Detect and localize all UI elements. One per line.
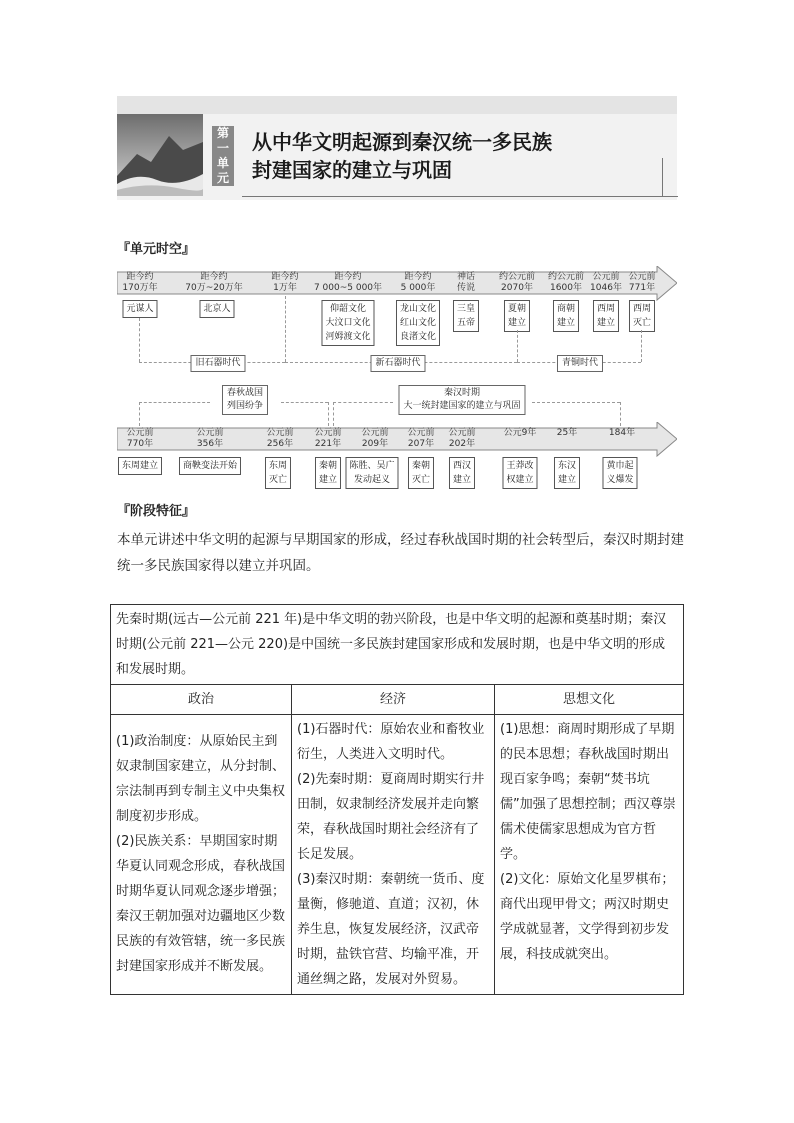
era-bracket [139, 402, 210, 403]
timeline-event: 北京人 [199, 300, 234, 318]
era-label-bronze-age: 青铜时代 [557, 355, 603, 372]
table-header-economy: 经济 [292, 685, 495, 715]
era-bracket [281, 402, 328, 403]
unit-banner [117, 96, 677, 200]
intro-paragraph: 本单元讲述中华文明的起源与早期国家的形成，经过春秋战国时期的社会转型后，秦汉时期封建统一多民族国家得以建立并巩固。 [117, 532, 684, 574]
timeline-event: 商朝 建立 [553, 300, 579, 332]
summary-table [110, 604, 684, 995]
unit-title [252, 128, 552, 184]
timeline-date: 约公元前 2070年 [498, 272, 536, 293]
unit-title-line1: 从中华文明起源到秦汉统一多民族 [252, 130, 552, 154]
timeline-date: 公元9年 [503, 428, 537, 438]
timeline-event: 东汉 建立 [554, 457, 580, 489]
timeline-date: 距今约 5 000年 [400, 272, 436, 293]
timeline-event: 黄巾起 义爆发 [602, 457, 637, 489]
banner-frame-line [242, 196, 678, 197]
timeline-event: 陈胜、吴广 发动起义 [345, 457, 398, 489]
timeline-date: 约公元前 1600年 [547, 272, 585, 293]
timeline-event: 西周 建立 [593, 300, 619, 332]
timeline-event: 东周建立 [118, 457, 162, 475]
timeline-date: 公元前 202年 [448, 428, 476, 449]
era-label-paleolithic: 旧石器时代 [190, 355, 245, 372]
timeline-date: 公元前 770年 [126, 428, 154, 449]
table-overview: 先秦时期(远古—公元前 221 年)是中华文明的勃兴阶段，也是中华文明的起源和奠基时期；秦汉时期(公元前 221—公元 220)是中国统一多民族封建国家形成和发展时期，也是中华文明的形成和发展时期。 [111, 605, 684, 685]
timeline-date: 公元前 207年 [407, 428, 435, 449]
timeline-date: 距今约 7 000~5 000年 [313, 272, 383, 293]
banner-frame-line [662, 158, 663, 196]
timeline-event: 三皇 五帝 [453, 300, 479, 332]
timeline-event: 元谋人 [122, 300, 157, 318]
era-bracket [139, 318, 140, 362]
unit-number-badge: 第 一 单 元 [212, 126, 234, 186]
timeline-date: 公元前 771年 [628, 272, 656, 293]
timeline-date: 距今约 70万~20万年 [185, 272, 243, 293]
era-label-neolithic: 新石器时代 [370, 355, 425, 372]
timeline-date: 公元前 1046年 [590, 272, 622, 293]
timeline-date: 距今约 170万年 [122, 272, 158, 293]
timeline-event: 西周 灭亡 [629, 300, 655, 332]
timeline-event: 商鞅变法开始 [179, 457, 241, 475]
era-bracket [285, 296, 286, 362]
era-label-spring-autumn: 春秋战国 列国纷争 [222, 385, 268, 415]
timeline-date: 距今约 1万年 [271, 272, 299, 293]
timeline-date: 公元前 256年 [266, 428, 294, 449]
timeline-event: 西汉 建立 [449, 457, 475, 489]
timeline-date: 公元前 221年 [314, 428, 342, 449]
era-label-qin-han: 秦汉时期 大一统封建国家的建立与巩固 [398, 385, 525, 415]
table-cell-culture: (1)思想：商周时期形成了早期的民本思想；春秋战国时期出现百家争鸣；秦朝“焚书坑儒”加强了思想控制；西汉尊崇儒术使儒家思想成为官方哲学。 (2)文化：原始文化星罗棋布；商代出现甲骨文；两汉时期史学成就显著，文学得到初步发展，科技成就突出。 [495, 715, 684, 995]
timeline-event: 王莽改 权建立 [502, 457, 537, 489]
timeline-event: 东周 灭亡 [265, 457, 291, 489]
era-bracket [517, 330, 518, 362]
table-header-culture: 思想文化 [495, 685, 684, 715]
timeline-date: 神话 传说 [456, 272, 476, 293]
timeline-event: 夏朝 建立 [504, 300, 530, 332]
timeline-event: 龙山文化 红山文化 良渚文化 [396, 300, 440, 346]
table-cell-economy: (1)石器时代：原始农业和畜牧业衍生，人类进入文明时代。 (2)先秦时期：夏商周时期实行井田制，奴隶制经济发展并走向繁荣，春秋战国时期社会经济有了长足发展。 (3)秦汉时期：秦朝统一货币、度量衡，修驰道、直道；汉初，休养生息，恢复发展经济，汉武帝时期，盐铁官营、均输平准，开通丝绸之路，发展对外贸易。 [292, 715, 495, 995]
era-bracket [641, 330, 642, 362]
table-header-politics: 政治 [111, 685, 292, 715]
banner-top-strip [117, 96, 677, 114]
timeline-date: 公元前 356年 [196, 428, 224, 449]
timeline-date: 184年 [608, 428, 636, 438]
timeline-event: 秦朝 建立 [315, 457, 341, 489]
timeline-section-heading: 『单元时空』 [117, 242, 196, 257]
timeline-date: 25年 [556, 428, 578, 438]
era-bracket [333, 402, 393, 403]
era-bracket [532, 402, 620, 403]
unit-title-line2: 封建国家的建立与巩固 [252, 158, 452, 182]
mountain-landscape-image [117, 114, 203, 196]
timeline-event: 秦朝 灭亡 [408, 457, 434, 489]
features-section-heading: 『阶段特征』 [117, 504, 196, 519]
timeline-date: 公元前 209年 [361, 428, 389, 449]
timeline-event: 仰韶文化 大汶口文化 河姆渡文化 [321, 300, 374, 346]
table-cell-politics: (1)政治制度：从原始民主到奴隶制国家建立，从分封制、宗法制再到专制主义中央集权制度初步形成。 (2)民族关系：早期国家时期华夏认同观念形成，春秋战国时期华夏认同观念逐步增强；秦汉王朝加强对边疆地区少数民族的有效管辖，统一多民族封建国家形成并不断发展。 [111, 715, 292, 995]
